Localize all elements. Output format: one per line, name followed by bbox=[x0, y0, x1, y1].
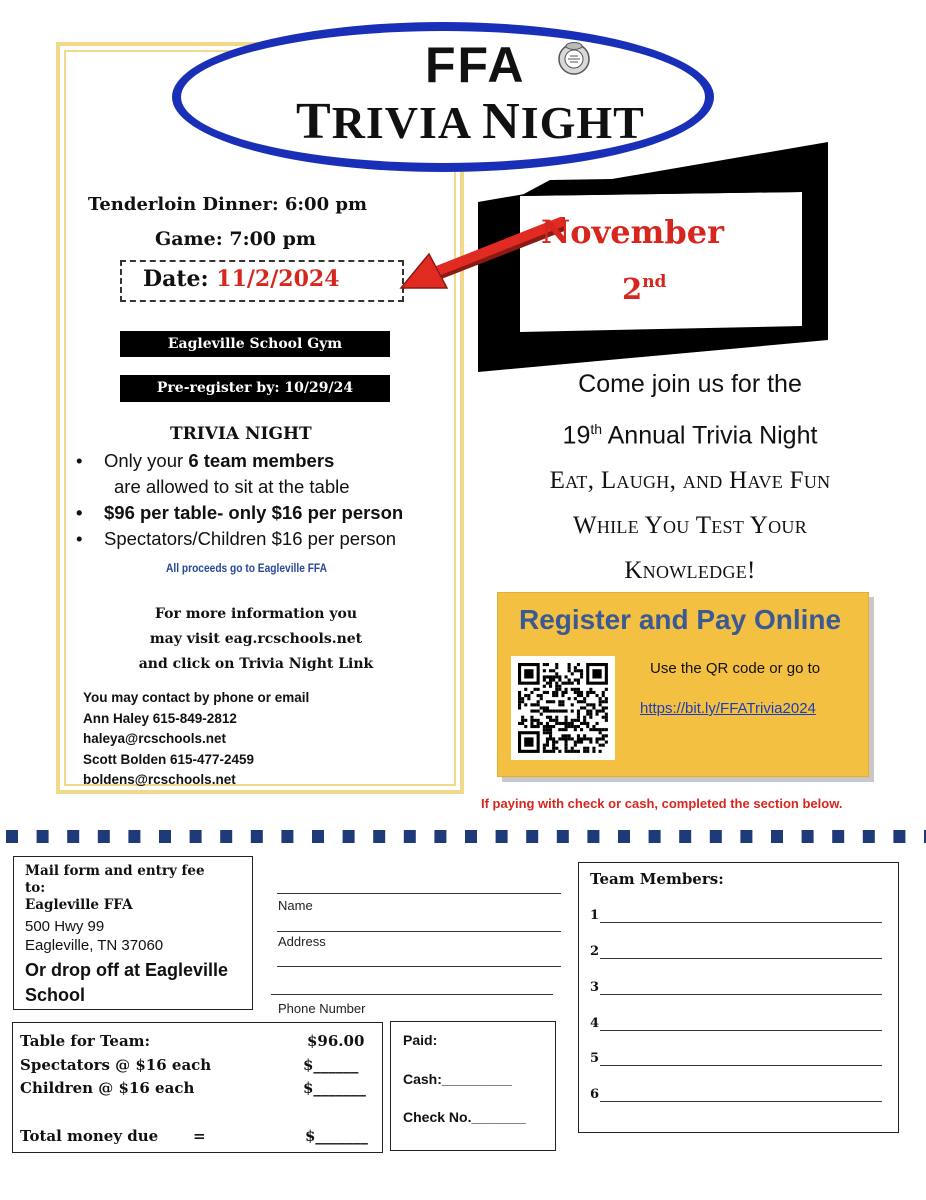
mail-heading: Mail form and entry fee to: Eagleville FFA bbox=[25, 863, 205, 913]
contact-person-2: Scott Bolden 615-477-2459 bbox=[83, 751, 255, 767]
team-member-line[interactable] bbox=[600, 994, 882, 995]
total-amount[interactable]: $_______ bbox=[305, 1127, 368, 1145]
team-members-box bbox=[578, 862, 899, 1133]
team-member-number: 6 bbox=[590, 1087, 600, 1102]
team-member-line[interactable] bbox=[600, 958, 882, 959]
spectators-fee-amount[interactable]: $______ bbox=[303, 1056, 359, 1074]
bullet-spectators: • Spectators/Children $16 per person bbox=[76, 528, 397, 549]
address-line-1[interactable] bbox=[277, 931, 561, 932]
mail-address: 500 Hwy 99 Eagleville, TN 37060 bbox=[25, 918, 164, 954]
invitation-text: Come join us for the 19th Annual Trivia Night Eat, Laugh, and Have Fun While You Test Your Knowledge! bbox=[549, 370, 831, 585]
team-member-number: 2 bbox=[590, 944, 600, 959]
check-number-field[interactable]: Check No._______ bbox=[403, 1109, 526, 1125]
title-trivia-night: TRIVIA NIGHT bbox=[296, 93, 645, 150]
children-fee-label: Children @ $16 each bbox=[20, 1079, 195, 1097]
total-equals: = bbox=[193, 1127, 206, 1145]
more-info: For more information you may visit eag.rcschools.net and click on Trivia Night Link bbox=[138, 606, 374, 672]
qr-code-icon[interactable] bbox=[511, 656, 615, 760]
dropoff-note: Or drop off at Eagleville School bbox=[25, 960, 229, 1005]
location-bar: Eagleville School Gym bbox=[120, 331, 390, 357]
title-ffa: FFA bbox=[425, 37, 526, 93]
children-fee-amount[interactable]: $_______ bbox=[303, 1079, 366, 1097]
november-text: November bbox=[541, 213, 724, 251]
address-line-2[interactable] bbox=[277, 966, 561, 967]
day-text: 2nd bbox=[622, 272, 667, 306]
team-member-line[interactable] bbox=[600, 1065, 882, 1066]
team-member-line[interactable] bbox=[600, 1101, 882, 1102]
trivia-bullet-list bbox=[76, 448, 466, 552]
team-member-line[interactable] bbox=[600, 922, 882, 923]
dinner-time: Tenderloin Dinner: 6:00 pm bbox=[88, 194, 368, 215]
address-label: Address bbox=[278, 934, 326, 949]
team-member-number: 4 bbox=[590, 1016, 600, 1031]
contact-person-1: Ann Haley 615-849-2812 bbox=[83, 710, 237, 726]
bullet-price: • $96 per table- only $16 per person bbox=[76, 502, 404, 523]
phone-line[interactable] bbox=[271, 994, 553, 995]
table-fee-amount: $96.00 bbox=[307, 1032, 365, 1050]
event-date-line: Date: 11/2/2024 bbox=[143, 266, 340, 292]
phone-label: Phone Number bbox=[278, 1001, 366, 1016]
name-label: Name bbox=[278, 898, 313, 913]
paying-note: If paying with check or cash, completed the section below. bbox=[481, 796, 843, 811]
contact-email-1: haleya@rcschools.net bbox=[83, 731, 226, 746]
team-member-number: 3 bbox=[590, 980, 600, 995]
team-member-number: 5 bbox=[590, 1051, 600, 1066]
trivia-heading: TRIVIA NIGHT bbox=[170, 424, 312, 444]
pointer-arrow-icon bbox=[395, 216, 565, 301]
team-members-heading: Team Members: bbox=[590, 870, 724, 888]
event-date-value: 11/2/2024 bbox=[216, 266, 340, 292]
contact-info: You may contact by phone or email Ann Haley 615-849-2812 haleya@rcschools.net Scott Bolden 615-477-2459 boldens@rcschools.net bbox=[83, 688, 309, 791]
register-link[interactable]: https://bit.ly/FFATrivia2024 bbox=[640, 700, 816, 717]
team-member-line[interactable] bbox=[600, 1030, 882, 1031]
bullet-team-members: • Only your 6 team members are allowed to sit at the table bbox=[76, 450, 350, 497]
table-fee-label: Table for Team: bbox=[20, 1032, 151, 1050]
paid-label: Paid: bbox=[403, 1032, 438, 1048]
name-line[interactable] bbox=[277, 893, 561, 894]
team-member-number: 1 bbox=[590, 908, 600, 923]
contact-email-2: boldens@rcschools.net bbox=[83, 772, 236, 787]
cut-line-separator bbox=[0, 829, 926, 845]
ffa-emblem-icon bbox=[556, 40, 592, 81]
proceeds-note: All proceeds go to Eagleville FFA bbox=[166, 561, 327, 575]
total-label: Total money due bbox=[20, 1127, 159, 1145]
cash-field[interactable]: Cash:_________ bbox=[403, 1071, 512, 1087]
game-time: Game: 7:00 pm bbox=[155, 228, 317, 250]
spectators-fee-label: Spectators @ $16 each bbox=[20, 1056, 212, 1074]
register-title: Register and Pay Online bbox=[519, 604, 842, 635]
preregister-bar: Pre-register by: 10/29/24 bbox=[120, 375, 390, 402]
qr-instructions: Use the QR code or go to bbox=[650, 660, 821, 677]
